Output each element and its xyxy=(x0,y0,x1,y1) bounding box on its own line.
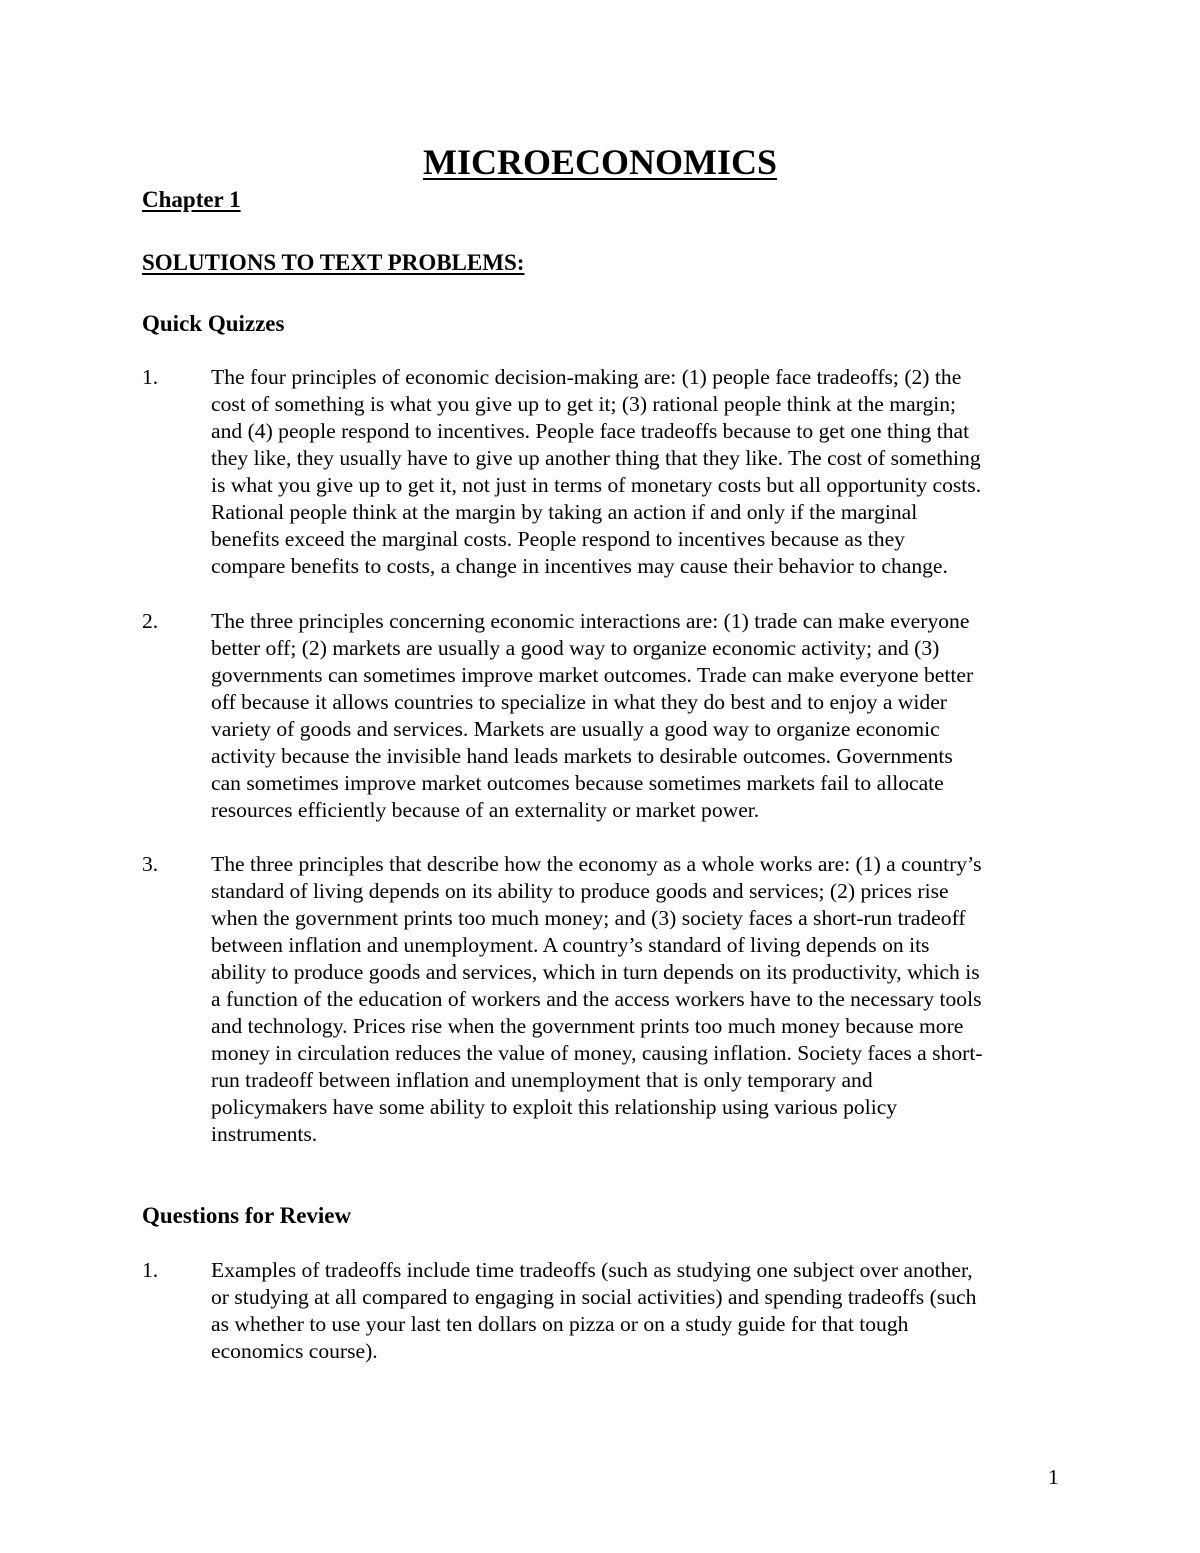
text-line: money in circulation reduces the value of money, causing inflation. Society faces a short- xyxy=(211,1041,983,1065)
item-number: 1. xyxy=(142,1258,159,1282)
text-line: governments can sometimes improve market outcomes. Trade can make everyone better xyxy=(211,663,974,687)
text-line: better off; (2) markets are usually a good way to organize economic activity; and (3) xyxy=(211,636,940,660)
item-text xyxy=(211,364,1071,580)
text-line: between inflation and unemployment. A country’s standard of living depends on its xyxy=(211,933,930,957)
text-line: run tradeoff between inflation and unemployment that is only temporary and xyxy=(211,1068,873,1092)
text-line: instruments. xyxy=(211,1122,318,1146)
text-line: benefits exceed the marginal costs. People respond to incentives because as they xyxy=(211,527,905,551)
text-line: The four principles of economic decision-making are: (1) people face tradeoffs; (2) the xyxy=(211,365,962,389)
item-text xyxy=(211,851,1071,1148)
text-line: economics course). xyxy=(211,1339,378,1363)
section-heading: SOLUTIONS TO TEXT PROBLEMS: xyxy=(142,250,525,275)
text-line: is what you give up to get it, not just in terms of monetary costs but all opportunity costs. xyxy=(211,473,982,497)
text-line: Rational people think at the margin by taking an action if and only if the marginal xyxy=(211,500,918,524)
text-line: and (4) people respond to incentives. People face tradeoffs because to get one thing that xyxy=(211,419,970,443)
text-line: variety of goods and services. Markets are usually a good way to organize economic xyxy=(211,717,940,741)
text-line: activity because the invisible hand leads markets to desirable outcomes. Governments xyxy=(211,744,953,768)
text-line: cost of something is what you give up to get it; (3) rational people think at the margin; xyxy=(211,392,957,416)
quick-quiz-item xyxy=(142,608,1072,824)
text-line: when the government prints too much money; and (3) society faces a short-run tradeoff xyxy=(211,906,966,930)
questions-for-review-heading: Questions for Review xyxy=(142,1203,352,1228)
item-number: 2. xyxy=(142,609,159,633)
text-line: or studying at all compared to engaging in social activities) and spending tradeoffs (such xyxy=(211,1285,977,1309)
review-question-item xyxy=(142,1257,1072,1365)
item-number: 1. xyxy=(142,365,159,389)
text-line: standard of living depends on its ability to produce goods and services; (2) prices rise xyxy=(211,879,949,903)
item-text xyxy=(211,1257,1071,1365)
text-line: compare benefits to costs, a change in incentives may cause their behavior to change. xyxy=(211,554,948,578)
text-line: The three principles concerning economic interactions are: (1) trade can make everyone xyxy=(211,609,970,633)
page-number: 1 xyxy=(1048,1465,1059,1489)
text-line: can sometimes improve market outcomes because sometimes markets fail to allocate xyxy=(211,771,944,795)
text-line: as whether to use your last ten dollars on pizza or on a study guide for that tough xyxy=(211,1312,909,1336)
quick-quiz-item xyxy=(142,364,1072,580)
text-line: off because it allows countries to specialize in what they do best and to enjoy a wider xyxy=(211,690,947,714)
item-number: 3. xyxy=(142,852,159,876)
text-line: ability to produce goods and services, which in turn depends on its productivity, which is xyxy=(211,960,980,984)
quick-quiz-item xyxy=(142,851,1072,1148)
text-line: Examples of tradeoffs include time tradeoffs (such as studying one subject over another, xyxy=(211,1258,973,1282)
text-line: The three principles that describe how the economy as a whole works are: (1) a country’s xyxy=(211,852,982,876)
text-line: they like, they usually have to give up another thing that they like. The cost of something xyxy=(211,446,981,470)
document-title: MICROECONOMICS xyxy=(422,142,777,182)
text-line: policymakers have some ability to exploit this relationship using various policy xyxy=(211,1095,898,1119)
item-text xyxy=(211,608,1071,824)
text-line: resources efficiently because of an externality or market power. xyxy=(211,798,760,822)
text-line: a function of the education of workers and the access workers have to the necessary tools xyxy=(211,987,982,1011)
text-line: and technology. Prices rise when the government prints too much money because more xyxy=(211,1014,964,1038)
chapter-heading: Chapter 1 xyxy=(142,187,241,212)
quick-quizzes-heading: Quick Quizzes xyxy=(142,311,285,336)
